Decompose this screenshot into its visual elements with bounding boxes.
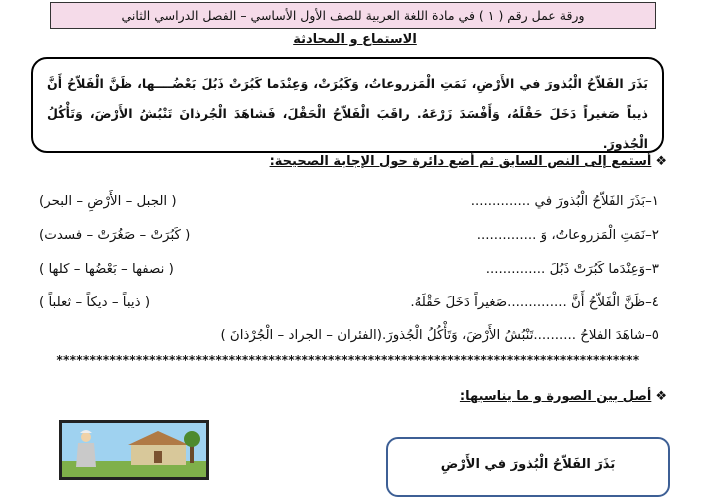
question-stem: ٣–وَعِنْدَما كَبُرَتْ ذَبُلَ ..............: [485, 262, 659, 277]
sentence-text: بَذَرَ الفَلاّحُ الْبُذورَ في الأَرْضِ: [440, 457, 616, 472]
exercise1-instruction-text: أستمع إلى النص السابق ثم أضع دائرة حول الإجابة الصحيحة:: [269, 154, 652, 169]
sentence-box[interactable]: [386, 437, 670, 497]
diamond-bullet-icon: ❖: [655, 389, 667, 404]
farmer-field-icon: [59, 423, 206, 480]
star-separator: ****************************************************************************************: [56, 353, 639, 367]
question-stem[interactable]: ٥–شاهَدَ الفلاحُ ..........تَنْبُشُ الأَرْضَ، وَتَأْكُلُ الْجُذورَ.(الفئران – الجراد – الْجُرْذانَ ): [220, 328, 659, 343]
question-2: [39, 222, 659, 250]
farmer-picture[interactable]: [59, 420, 209, 480]
question-options[interactable]: ( الجبل – الأَرْضِ – البحر): [39, 194, 177, 209]
worksheet-title: ورقة عمل رقم ( ١ ) في مادة اللغة العربية للصف الأول الأساسي – الفصل الدراسي الثاني: [121, 8, 585, 23]
diamond-bullet-icon: ❖: [655, 154, 667, 169]
question-stem: ٤–ظَنَّ الْفَلاّحُ أَنَّ ..............صَغيراً دَخَلَ حَقْلَهُ.: [410, 295, 659, 310]
question-3: [39, 256, 659, 284]
passage-box: [31, 57, 664, 153]
exercise1-instruction: [27, 154, 667, 169]
question-1: [39, 188, 659, 216]
section-title: الاستماع و المحادثة: [293, 32, 417, 47]
worksheet-header: [50, 2, 656, 29]
question-stem: ٢–نَمَتِ الْمَزروعاتُ، وَ ..............: [476, 228, 659, 243]
question-5: [39, 322, 659, 350]
exercise2-instruction: [460, 389, 667, 404]
question-4: [39, 289, 659, 317]
question-options[interactable]: ( نصفها – بَعْضُها – كلها ): [39, 262, 174, 277]
question-stem: ١–بَذَرَ الفَلاّحُ الْبُذورَ في ..............: [470, 194, 659, 209]
passage-text: بَذَرَ الفَلاّحُ الْبُذورَ في الأَرْضِ، نَمَتِ الْمَزروعاتُ، وَكَبُرَتْ، وَعِنْدَما كَبُرَتْ ذَبُلَ بَعْضُــــها، ظَنَّ الْفَلاّحُ أَنَّ ذيباً صَغيراً دَخَلَ حَقْلَهُ، وَأَفْسَدَ زَرْعَهُ. راقَبَ الْفَلاّحُ الْحَقْلَ، فَشاهَدَ الْجُرذانَ تَنْبُشُ الأَرْضَ، وَتَأْكُلُ الْجُذورَ.: [47, 76, 648, 151]
question-options[interactable]: ( كَبُرَتْ – صَغُرَتْ – فسدت): [39, 228, 191, 243]
exercise2-instruction-text: أصل بين الصورة و ما يناسبها:: [459, 389, 652, 404]
question-options[interactable]: ( ذيباً – ديكاً – ثعلباً ): [39, 295, 151, 310]
